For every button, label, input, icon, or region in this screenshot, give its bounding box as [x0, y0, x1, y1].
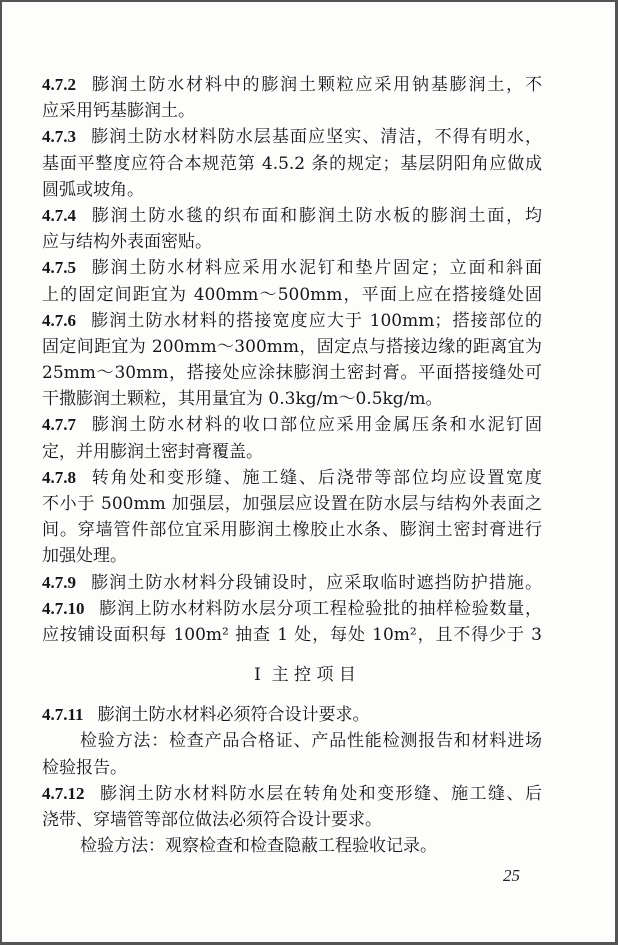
clause-line: 圆弧或坡角。	[42, 179, 144, 200]
clause-4-7-9	[42, 570, 542, 596]
clause-line: 不小于 500mm 加强层，加强层应设置在防水层与结构外表面之	[42, 494, 542, 514]
clause-4-7-10	[42, 596, 542, 648]
clause-number: 4.7.9	[42, 572, 76, 592]
clause-line	[42, 203, 542, 229]
clause-4-7-5	[42, 255, 542, 307]
clause-line	[42, 781, 542, 807]
clause-text: 转角处和变形缝、施工缝、后浇带等部位均应设置宽度	[90, 467, 542, 488]
clause-line: 应按铺设面积每 100m² 抽查 1 处，每处 10m²，且不得少于 3	[42, 624, 542, 645]
clause-4-7-12	[42, 781, 542, 860]
section-heading: Ⅰ 主 控 项 目	[254, 665, 356, 686]
clause-line: 基面平整度应符合本规范第 4.5.2 条的规定；基层阴阳角应做成	[42, 153, 542, 174]
clause-line: 应与结构外表面密贴。	[42, 232, 212, 253]
clause-line: 间。穿墙管件部位宜采用膨润土橡胶止水条、膨润土密封膏进行	[42, 520, 542, 541]
clause-number: 4.7.12	[42, 783, 85, 803]
clause-line	[42, 124, 542, 150]
clause-text: 膨润土防水材料中的膨润土颗粒应采用钠基膨润土，不	[90, 75, 542, 95]
clause-number: 4.7.8	[42, 467, 76, 487]
clause-line: 25mm～30mm，搭接处应涂抹膨润土密封膏。平面搭接缝处可	[42, 363, 542, 384]
clause-4-7-8	[42, 465, 542, 570]
clause-line	[42, 255, 542, 281]
clause-line	[42, 570, 542, 596]
clause-number: 4.7.11	[42, 705, 84, 725]
clause-line: 干撒膨润土颗粒，其用量宜为 0.3kg/m～0.5kg/m。	[42, 389, 443, 410]
clause-text: 膨润土防水材料防水层在转角处和变形缝、施工缝、后	[98, 783, 542, 804]
clause-line	[42, 465, 542, 491]
inspection-method-line: 检验方法：检查产品合格证、产品性能检测报告和材料进场	[80, 731, 542, 752]
clause-4-7-11	[42, 702, 542, 781]
clause-number: 4.7.7	[42, 415, 76, 435]
clause-number: 4.7.4	[42, 205, 76, 225]
clause-number: 4.7.10	[42, 598, 85, 618]
clause-text: 膨润土防水材料的收口部位应采用金属压条和水泥钉固	[90, 415, 542, 436]
clause-text: 膨润土防水毯的织布面和膨润土防水板的膨润土面，均	[90, 205, 542, 226]
clause-text: 膨润土防水材料应采用水泥钉和垫片固定；立面和斜面	[90, 258, 542, 279]
clause-text: 膨润土防水材料防水层基面应坚实、清洁，不得有明水，	[90, 127, 542, 148]
clause-line	[42, 702, 542, 728]
inspection-method-line: 检验报告。	[42, 757, 127, 778]
clause-line: 定，并用膨润土密封膏覆盖。	[42, 441, 263, 462]
page-number: 25	[503, 866, 520, 885]
clause-4-7-2	[42, 72, 542, 124]
clause-text: 膨润土防水材料必须符合设计要求。	[97, 705, 370, 726]
clause-line: 浇带、穿墙管等部位做法必须符合设计要求。	[42, 809, 382, 830]
clause-4-7-4	[42, 203, 542, 255]
clause-number: 4.7.2	[42, 75, 76, 94]
clause-4-7-3	[42, 124, 542, 203]
clause-number: 4.7.5	[42, 258, 76, 278]
clause-line: 应采用钙基膨润土。	[42, 101, 195, 122]
clause-line: 加强处理。	[42, 546, 127, 567]
clause-text: 膨润上防水材料防水层分项工程检验批的抽样检验数量，	[98, 598, 542, 619]
clause-line	[42, 596, 542, 622]
page-content	[42, 72, 542, 859]
clause-text: 膨润土防水材料的搭接宽度应大于 100mm；搭接部位的	[90, 310, 542, 331]
clause-text: 膨润土防水材料分段铺设时，应采取临时遮挡防护措施。	[90, 572, 542, 593]
clause-line	[42, 412, 542, 438]
clause-number: 4.7.3	[42, 127, 76, 147]
clause-line: 上的固定间距宜为 400mm～500mm，平面上应在搭接缝处固	[42, 284, 542, 305]
clause-line	[42, 72, 542, 98]
clause-line: 固定间距宜为 200mm～300mm，固定点与搭接边缘的距离宜为	[42, 336, 542, 357]
clause-4-7-6	[42, 308, 542, 413]
clause-number: 4.7.6	[42, 310, 76, 330]
clause-4-7-7	[42, 412, 542, 464]
clause-line	[42, 308, 542, 334]
inspection-method-line: 检验方法：观察检查和检查隐蔽工程验收记录。	[80, 836, 437, 857]
